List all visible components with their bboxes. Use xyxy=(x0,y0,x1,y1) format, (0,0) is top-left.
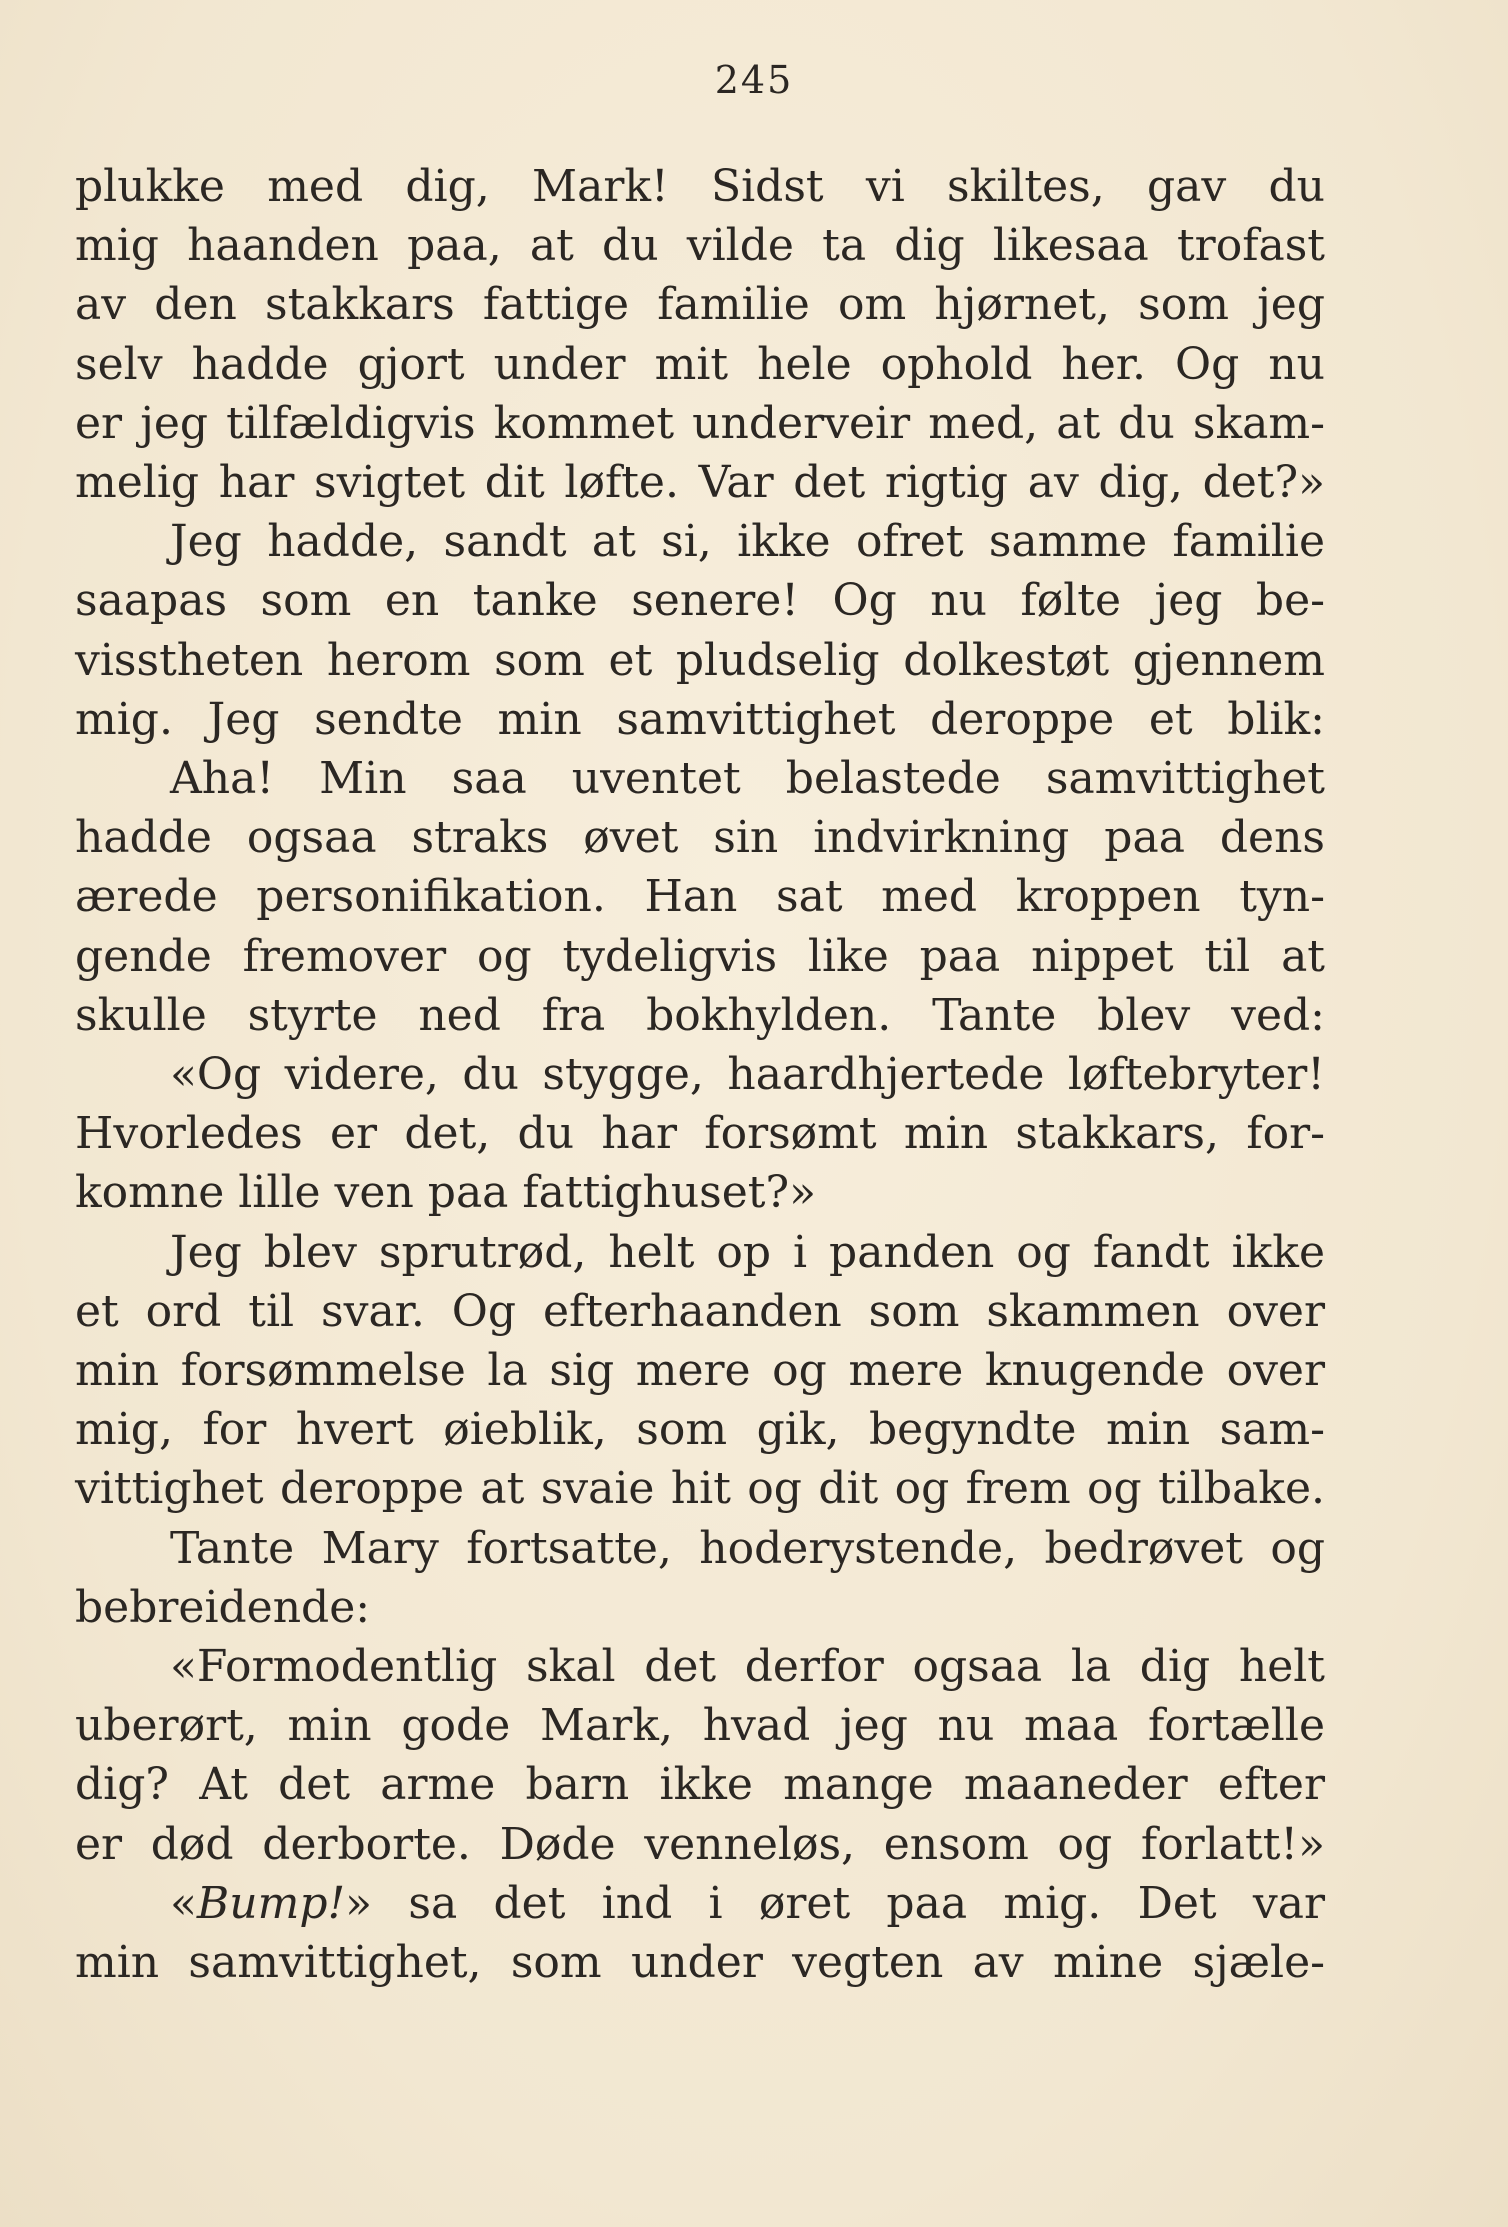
text-line: er død derborte. Døde venneløs, ensom og forlatt!» xyxy=(75,1818,1325,1870)
text-line: gende fremover og tydeligvis like paa nippet til at xyxy=(75,930,1325,982)
text-line-italic-start xyxy=(75,1874,1325,1933)
text-line: Tante Mary fortsatte, hoderystende, bedrøvet og xyxy=(170,1522,1325,1574)
text-line: bebreidende: xyxy=(75,1581,371,1633)
text-line: mig. Jeg sendte min samvittighet deroppe et blik: xyxy=(75,693,1325,745)
text-line: visstheten herom som et pludselig dolkestøt gjennem xyxy=(75,634,1325,686)
text-line: av den stakkars fattige familie om hjørnet, som jeg xyxy=(75,279,1325,331)
text-line: mig, for hvert øieblik, som gik, begyndte min sam- xyxy=(75,1404,1325,1456)
body-text xyxy=(75,157,1325,1992)
close-quote: » xyxy=(345,1877,373,1929)
text-line: vittighet deroppe at svaie hit og dit og frem og tilbake. xyxy=(75,1463,1325,1515)
text-line: min samvittighet, som under vegten av mine sjæle- xyxy=(75,1937,1325,1989)
text-line: Jeg blev sprutrød, helt op i panden og fandt ikke xyxy=(170,1226,1325,1278)
text-line: komne lille ven paa fattighuset?» xyxy=(75,1167,816,1219)
text-line: ærede personifikation. Han sat med kroppen tyn- xyxy=(75,871,1325,923)
text-line: min forsømmelse la sig mere og mere knugende over xyxy=(75,1345,1325,1397)
text-line: hadde ogsaa straks øvet sin indvirkning paa dens xyxy=(75,812,1325,864)
text-line: skulle styrte ned fra bokhylden. Tante blev ved: xyxy=(75,989,1325,1041)
text-line: dig? At det arme barn ikke mange maaneder efter xyxy=(75,1759,1325,1811)
text-line: selv hadde gjort under mit hele ophold her. Og nu xyxy=(75,338,1325,390)
text-line: saapas som en tanke senere! Og nu følte jeg be- xyxy=(75,575,1325,627)
italic-word: Bump! xyxy=(196,1877,346,1929)
text-line: et ord til svar. Og efterhaanden som skammen over xyxy=(75,1285,1325,1337)
text-line: Jeg hadde, sandt at si, ikke ofret samme familie xyxy=(170,516,1325,568)
text-line: uberørt, min gode Mark, hvad jeg nu maa fortælle xyxy=(75,1700,1325,1752)
text-line: plukke med dig, Mark! Sidst vi skiltes, gav du xyxy=(75,161,1325,212)
text-line: er jeg tilfældigvis kommet underveir med, at du skam- xyxy=(75,397,1325,449)
text-line: «Og videre, du stygge, haardhjertede løftebryter! xyxy=(170,1049,1325,1101)
page-number: 245 xyxy=(714,58,794,102)
text-line: Hvorledes er det, du har forsømt min stakkars, for- xyxy=(75,1108,1325,1160)
text-line: mig haanden paa, at du vilde ta dig likesaa trofast xyxy=(75,220,1325,272)
line-rest: sa det ind i øret paa mig. Det var xyxy=(372,1877,1325,1929)
text-line: Aha! Min saa uventet belastede samvittighet xyxy=(170,753,1325,805)
open-quote: « xyxy=(170,1877,197,1929)
text-line: melig har svigtet dit løfte. Var det rigtig av dig, det?» xyxy=(75,457,1325,509)
text-line: «Formodentlig skal det derfor ogsaa la dig helt xyxy=(170,1641,1325,1693)
